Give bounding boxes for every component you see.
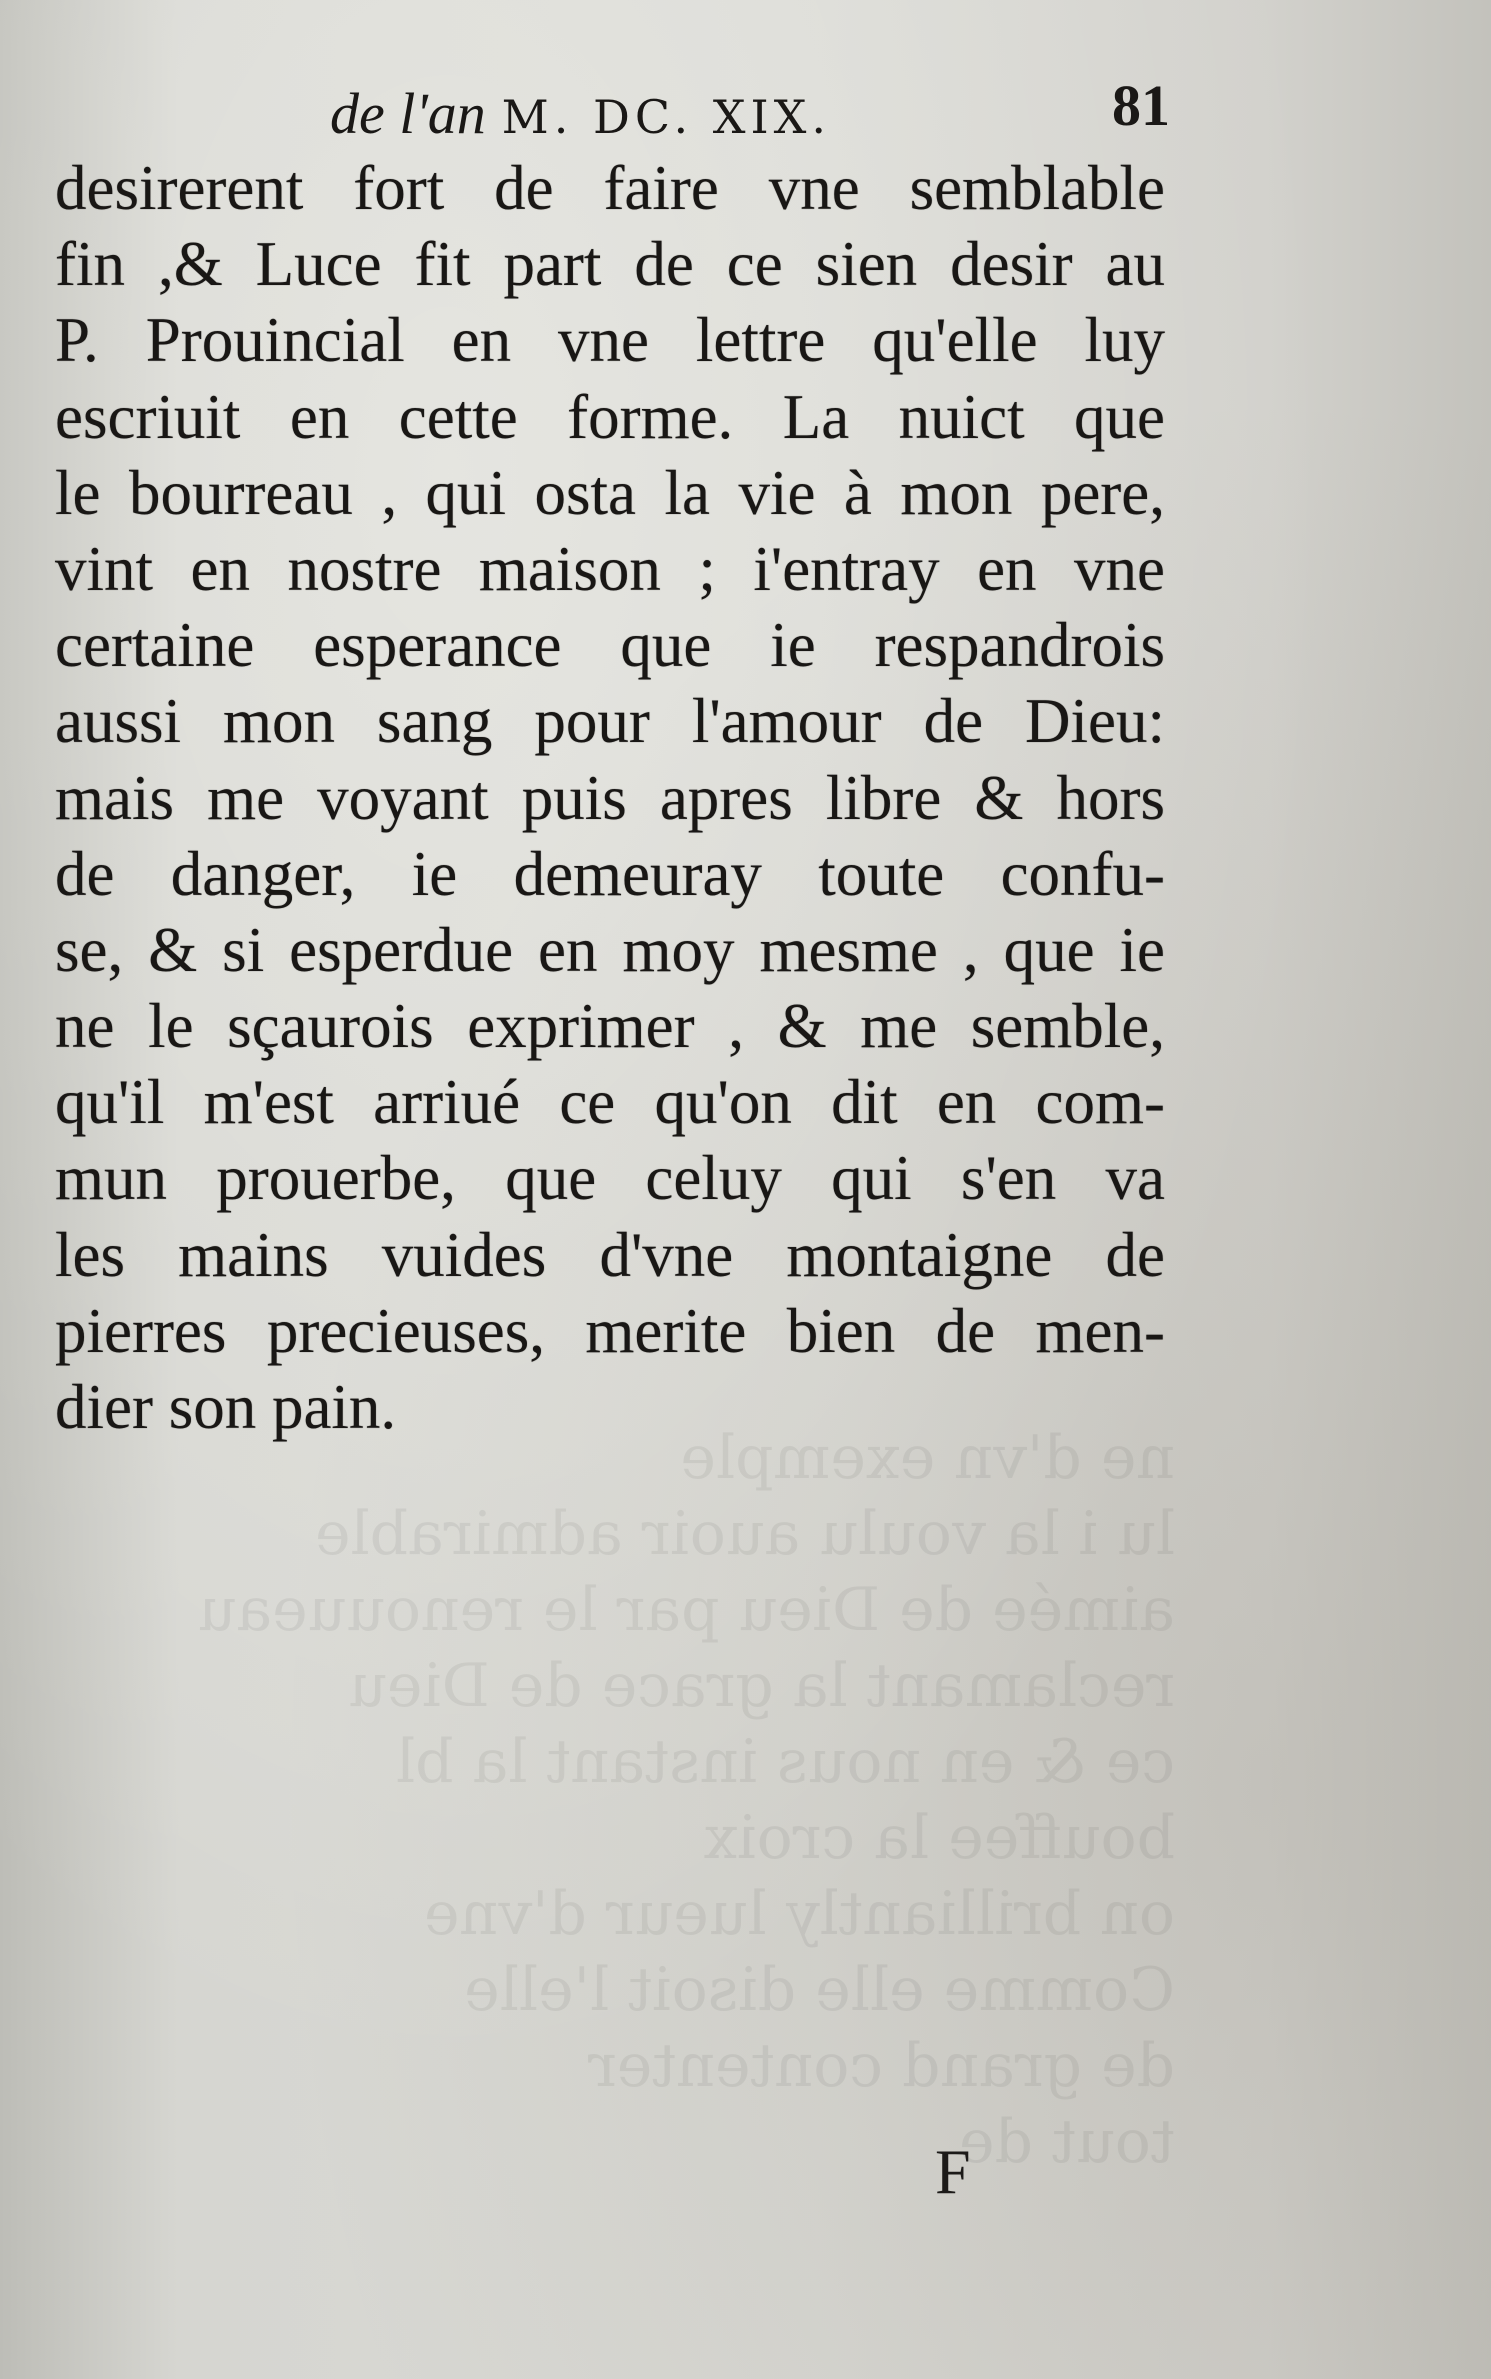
text-line-last: dier son pain. bbox=[55, 1372, 397, 1442]
text-line: vint en nostre maison ; i'entray en vne bbox=[55, 533, 1165, 604]
signature-mark: F bbox=[935, 2136, 971, 2207]
text-line: se, & si esperdue en moy mesme , que ie bbox=[55, 914, 1165, 985]
body-text bbox=[55, 150, 1165, 1445]
text-line: fin ,& Luce fit part de ce sien desir au bbox=[55, 229, 1165, 300]
text-line: escriuit en cette forme. La nuict que bbox=[55, 381, 1165, 452]
page-header bbox=[330, 72, 1170, 152]
text-line: certaine esperance que ie respandrois bbox=[55, 610, 1165, 681]
text-line: le bourreau , qui osta la vie à mon pere, bbox=[55, 457, 1165, 528]
running-head bbox=[330, 80, 831, 147]
text-line: pierres precieuses, merite bien de men- bbox=[55, 1295, 1165, 1366]
text-line: les mains vuides d'vne montaigne de bbox=[55, 1219, 1165, 1290]
page-number: 81 bbox=[1112, 73, 1170, 138]
running-head-italic: de l'an bbox=[330, 81, 486, 146]
text-line: de danger, ie demeuray toute confu- bbox=[55, 838, 1165, 909]
text-line: ne le sçaurois exprimer , & me semble, bbox=[55, 991, 1165, 1062]
text-line: aussi mon sang pour l'amour de Dieu: bbox=[55, 686, 1165, 757]
text-line: desirerent fort de faire vne semblable bbox=[55, 153, 1165, 223]
text-line: mun prouerbe, que celuy qui s'en va bbox=[55, 1143, 1165, 1214]
running-head-year: M. DC. XIX. bbox=[501, 90, 831, 144]
text-line: mais me voyant puis apres libre & hors bbox=[55, 762, 1165, 833]
show-through-texture: ne d'vn exemple lu i la voulu auoir admirable aimée de Dieu par le renouueau reclamant la grace de Dieu ce & en nous instant la bl bouffee la croix on brilliantly lueur d'vne Comme elle disoit l'elle de grand contenter tout de bbox=[197, 1423, 1175, 2177]
text-line: qu'il m'est arriué ce qu'on dit en com- bbox=[55, 1067, 1165, 1138]
text-line: P. Prouincial en vne lettre qu'elle luy bbox=[55, 305, 1165, 376]
